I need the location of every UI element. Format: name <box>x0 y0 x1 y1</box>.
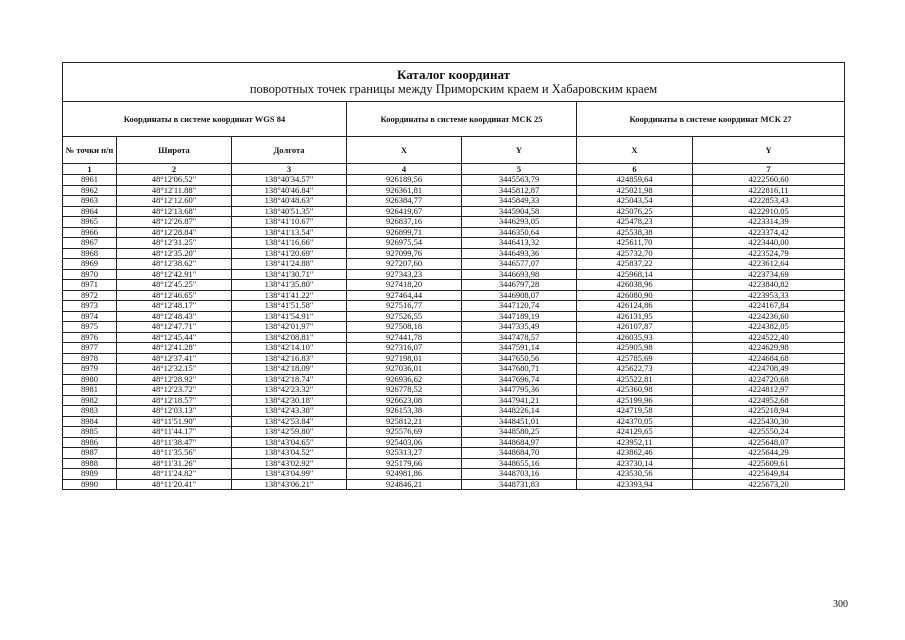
cell-msk25-y: 3447335,49 <box>462 322 577 333</box>
cell-msk25-x: 927418,20 <box>347 280 462 291</box>
cell-latitude: 48°11'20.41" <box>117 479 232 490</box>
cell-msk27-y: 4225644,29 <box>693 448 845 459</box>
table-row <box>63 227 845 238</box>
cell-msk27-x: 425905,98 <box>577 343 693 354</box>
cell-latitude: 48°11'35.56" <box>117 448 232 459</box>
cell-latitude: 48°12'41.28" <box>117 343 232 354</box>
group-header-msk25: Координаты в системе координат МСК 25 <box>347 102 577 137</box>
cell-msk27-x: 425538,38 <box>577 227 693 238</box>
cell-msk27-y: 4223840,82 <box>693 280 845 291</box>
cell-latitude: 48°12'12.60" <box>117 196 232 207</box>
cell-point-no: 8968 <box>63 248 117 259</box>
cell-latitude: 48°12'38.62" <box>117 259 232 270</box>
cell-longitude: 138°41'41.22" <box>232 290 347 301</box>
coordinates-catalog-table <box>62 62 845 490</box>
cell-msk25-y: 3447795,36 <box>462 385 577 396</box>
cell-msk27-x: 424719,58 <box>577 406 693 417</box>
table-row <box>63 343 845 354</box>
cell-msk25-y: 3447591,14 <box>462 343 577 354</box>
cell-point-no: 8970 <box>63 269 117 280</box>
cell-longitude: 138°41'51.58" <box>232 301 347 312</box>
cell-msk27-x: 426080,90 <box>577 290 693 301</box>
table-row <box>63 175 845 186</box>
cell-point-no: 8966 <box>63 227 117 238</box>
cell-msk25-y: 3448731,83 <box>462 479 577 490</box>
table-row <box>63 416 845 427</box>
cell-longitude: 138°42'18.74" <box>232 374 347 385</box>
cell-msk27-y: 4224684,68 <box>693 353 845 364</box>
document-subtitle: поворотных точек границы между Приморским краем и Хабаровским краем <box>249 82 658 96</box>
cell-msk25-y: 3448703,16 <box>462 469 577 480</box>
table-row <box>63 437 845 448</box>
cell-msk27-x: 425968,14 <box>577 269 693 280</box>
cell-longitude: 138°42'01.97" <box>232 322 347 333</box>
cell-msk27-y: 4225648,07 <box>693 437 845 448</box>
cell-point-no: 8984 <box>63 416 117 427</box>
cell-point-no: 8990 <box>63 479 117 490</box>
table-row <box>63 332 845 343</box>
cell-msk27-y: 4223314,39 <box>693 217 845 228</box>
table-row <box>63 395 845 406</box>
cell-point-no: 8961 <box>63 175 117 186</box>
cell-latitude: 48°12'45.44" <box>117 332 232 343</box>
cell-longitude: 138°42'53.84" <box>232 416 347 427</box>
cell-msk27-y: 4224812,97 <box>693 385 845 396</box>
cell-latitude: 48°12'45.25" <box>117 280 232 291</box>
cell-msk25-y: 3446797,28 <box>462 280 577 291</box>
cell-point-no: 8985 <box>63 427 117 438</box>
cell-msk27-x: 425199,96 <box>577 395 693 406</box>
cell-msk27-x: 423530,56 <box>577 469 693 480</box>
cell-msk25-x: 924981,86 <box>347 469 462 480</box>
cell-msk27-x: 426107,87 <box>577 322 693 333</box>
table-row <box>63 427 845 438</box>
cell-msk25-y: 3447941,21 <box>462 395 577 406</box>
table-row <box>63 206 845 217</box>
cell-point-no: 8982 <box>63 395 117 406</box>
cell-latitude: 48°12'06.52" <box>117 175 232 186</box>
cell-msk27-y: 4222816,11 <box>693 185 845 196</box>
cell-longitude: 138°41'30.71" <box>232 269 347 280</box>
cell-msk25-y: 3445563,79 <box>462 175 577 186</box>
cell-latitude: 48°11'31.26" <box>117 458 232 469</box>
cell-msk27-y: 4225218,94 <box>693 406 845 417</box>
cell-msk25-y: 3447680,71 <box>462 364 577 375</box>
table-row <box>63 259 845 270</box>
cell-latitude: 48°11'38.47" <box>117 437 232 448</box>
cell-latitude: 48°12'48.17" <box>117 301 232 312</box>
cell-point-no: 8980 <box>63 374 117 385</box>
cell-msk27-x: 425611,70 <box>577 238 693 249</box>
document-title: Каталог координат <box>397 67 511 82</box>
cell-msk25-y: 3447650,56 <box>462 353 577 364</box>
cell-msk25-y: 3445904,58 <box>462 206 577 217</box>
cell-longitude: 138°40'51.35" <box>232 206 347 217</box>
column-header-msk27-x: X <box>577 137 693 164</box>
cell-msk25-y: 3448226,14 <box>462 406 577 417</box>
cell-latitude: 48°12'28.84" <box>117 227 232 238</box>
table-row <box>63 479 845 490</box>
cell-msk25-x: 926623,08 <box>347 395 462 406</box>
cell-msk25-y: 3446577,07 <box>462 259 577 270</box>
column-number: 7 <box>693 164 845 175</box>
cell-msk25-y: 3447478,57 <box>462 332 577 343</box>
cell-longitude: 138°43'02.92" <box>232 458 347 469</box>
table-row <box>63 364 845 375</box>
cell-msk27-x: 425043,54 <box>577 196 693 207</box>
cell-latitude: 48°12'48.43" <box>117 311 232 322</box>
cell-msk25-x: 926419,67 <box>347 206 462 217</box>
cell-msk27-y: 4225430,30 <box>693 416 845 427</box>
cell-msk25-y: 3446493,36 <box>462 248 577 259</box>
cell-msk27-x: 423952,11 <box>577 437 693 448</box>
cell-point-no: 8983 <box>63 406 117 417</box>
cell-msk27-x: 426124,86 <box>577 301 693 312</box>
cell-latitude: 48°12'23.72" <box>117 385 232 396</box>
table-row <box>63 280 845 291</box>
cell-longitude: 138°42'43.38" <box>232 406 347 417</box>
column-header-msk25-x: X <box>347 137 462 164</box>
cell-msk27-x: 426035,93 <box>577 332 693 343</box>
cell-msk27-y: 4224382,05 <box>693 322 845 333</box>
cell-longitude: 138°41'13.54" <box>232 227 347 238</box>
cell-msk27-y: 4222910,05 <box>693 206 845 217</box>
cell-msk25-x: 925812,21 <box>347 416 462 427</box>
cell-msk27-y: 4224629,98 <box>693 343 845 354</box>
cell-msk25-y: 3446293,05 <box>462 217 577 228</box>
cell-msk27-x: 424859,64 <box>577 175 693 186</box>
cell-latitude: 48°12'47.71" <box>117 322 232 333</box>
cell-point-no: 8986 <box>63 437 117 448</box>
cell-point-no: 8973 <box>63 301 117 312</box>
table-row <box>63 248 845 259</box>
cell-longitude: 138°41'10.67" <box>232 217 347 228</box>
cell-point-no: 8962 <box>63 185 117 196</box>
cell-msk27-y: 4224236,60 <box>693 311 845 322</box>
cell-latitude: 48°12'18.57" <box>117 395 232 406</box>
cell-point-no: 8976 <box>63 332 117 343</box>
cell-msk25-x: 927343,23 <box>347 269 462 280</box>
cell-latitude: 48°11'51.90" <box>117 416 232 427</box>
cell-msk27-y: 4224952,68 <box>693 395 845 406</box>
table-row <box>63 322 845 333</box>
cell-msk27-x: 425478,23 <box>577 217 693 228</box>
cell-msk25-x: 925179,66 <box>347 458 462 469</box>
cell-longitude: 138°41'20.69" <box>232 248 347 259</box>
cell-msk27-y: 4225609,61 <box>693 458 845 469</box>
cell-msk25-x: 925313,27 <box>347 448 462 459</box>
table-row <box>63 301 845 312</box>
cell-msk27-y: 4224708,49 <box>693 364 845 375</box>
cell-msk25-x: 927441,78 <box>347 332 462 343</box>
column-number: 4 <box>347 164 462 175</box>
column-header-latitude: Широта <box>117 137 232 164</box>
cell-longitude: 138°43'06.21" <box>232 479 347 490</box>
cell-point-no: 8978 <box>63 353 117 364</box>
cell-msk25-y: 3447696,74 <box>462 374 577 385</box>
cell-msk25-x: 927099,76 <box>347 248 462 259</box>
cell-point-no: 8975 <box>63 322 117 333</box>
cell-msk25-x: 927316,07 <box>347 343 462 354</box>
cell-longitude: 138°42'18.09" <box>232 364 347 375</box>
cell-msk27-y: 4224167,84 <box>693 301 845 312</box>
cell-point-no: 8981 <box>63 385 117 396</box>
column-number: 1 <box>63 164 117 175</box>
cell-longitude: 138°43'04.52" <box>232 448 347 459</box>
cell-longitude: 138°40'46.84" <box>232 185 347 196</box>
cell-msk27-y: 4225550,24 <box>693 427 845 438</box>
cell-point-no: 8972 <box>63 290 117 301</box>
cell-latitude: 48°12'46.65" <box>117 290 232 301</box>
table-row <box>63 374 845 385</box>
cell-msk25-y: 3448684,97 <box>462 437 577 448</box>
cell-longitude: 138°41'35.80" <box>232 280 347 291</box>
column-header-longitude: Долгота <box>232 137 347 164</box>
table-row <box>63 217 845 228</box>
cell-msk27-y: 4225673,20 <box>693 479 845 490</box>
cell-msk25-y: 3446908,07 <box>462 290 577 301</box>
cell-latitude: 48°12'28.92" <box>117 374 232 385</box>
cell-point-no: 8964 <box>63 206 117 217</box>
cell-point-no: 8967 <box>63 238 117 249</box>
column-number: 3 <box>232 164 347 175</box>
column-number: 2 <box>117 164 232 175</box>
cell-msk25-x: 926361,81 <box>347 185 462 196</box>
cell-msk25-x: 926189,56 <box>347 175 462 186</box>
cell-msk27-x: 425076,25 <box>577 206 693 217</box>
cell-longitude: 138°43'04.99" <box>232 469 347 480</box>
cell-msk27-y: 4223734,69 <box>693 269 845 280</box>
cell-msk25-y: 3448655,16 <box>462 458 577 469</box>
cell-latitude: 48°12'31.25" <box>117 238 232 249</box>
cell-msk27-x: 423862,46 <box>577 448 693 459</box>
cell-longitude: 138°43'04.65" <box>232 437 347 448</box>
column-number: 5 <box>462 164 577 175</box>
cell-msk27-y: 4223953,33 <box>693 290 845 301</box>
cell-msk27-x: 423393,94 <box>577 479 693 490</box>
cell-msk27-x: 426131,95 <box>577 311 693 322</box>
table-row <box>63 290 845 301</box>
cell-longitude: 138°41'16.66" <box>232 238 347 249</box>
page-number: 300 <box>833 599 848 610</box>
cell-msk25-y: 3445812,87 <box>462 185 577 196</box>
cell-longitude: 138°42'23.32" <box>232 385 347 396</box>
table-row <box>63 353 845 364</box>
table-row <box>63 448 845 459</box>
cell-point-no: 8969 <box>63 259 117 270</box>
cell-msk25-y: 3447189,19 <box>462 311 577 322</box>
cell-msk27-x: 425785,69 <box>577 353 693 364</box>
cell-latitude: 48°11'24.82" <box>117 469 232 480</box>
cell-point-no: 8963 <box>63 196 117 207</box>
cell-msk27-y: 4224522,40 <box>693 332 845 343</box>
table-row <box>63 196 845 207</box>
table-row <box>63 311 845 322</box>
table-row <box>63 458 845 469</box>
cell-msk25-y: 3446693,98 <box>462 269 577 280</box>
cell-msk25-x: 926936,62 <box>347 374 462 385</box>
cell-msk27-y: 4222853,43 <box>693 196 845 207</box>
cell-msk25-x: 926778,52 <box>347 385 462 396</box>
group-header-wgs84: Координаты в системе координат WGS 84 <box>63 102 347 137</box>
group-header-msk27: Координаты в системе координат МСК 27 <box>577 102 845 137</box>
cell-msk25-y: 3448451,01 <box>462 416 577 427</box>
cell-msk25-x: 927516,77 <box>347 301 462 312</box>
cell-msk25-x: 927207,60 <box>347 259 462 270</box>
cell-longitude: 138°42'16.83" <box>232 353 347 364</box>
cell-msk25-y: 3448684,70 <box>462 448 577 459</box>
cell-msk25-y: 3446350,64 <box>462 227 577 238</box>
cell-msk25-x: 926975,54 <box>347 238 462 249</box>
cell-msk25-y: 3448580,25 <box>462 427 577 438</box>
cell-msk25-x: 926384,77 <box>347 196 462 207</box>
table-title-cell <box>63 63 845 102</box>
cell-msk27-y: 4224720,68 <box>693 374 845 385</box>
cell-point-no: 8987 <box>63 448 117 459</box>
cell-longitude: 138°40'34.57" <box>232 175 347 186</box>
cell-msk27-x: 423730,14 <box>577 458 693 469</box>
table-row <box>63 469 845 480</box>
cell-latitude: 48°12'11.88" <box>117 185 232 196</box>
column-header-msk27-y: Y <box>693 137 845 164</box>
cell-msk25-x: 927036,01 <box>347 364 462 375</box>
cell-msk25-x: 924846,21 <box>347 479 462 490</box>
cell-msk27-x: 425522,81 <box>577 374 693 385</box>
cell-point-no: 8965 <box>63 217 117 228</box>
cell-msk25-x: 927508,18 <box>347 322 462 333</box>
cell-latitude: 48°12'26.87" <box>117 217 232 228</box>
table-row <box>63 269 845 280</box>
cell-msk25-x: 925403,06 <box>347 437 462 448</box>
cell-msk27-x: 424370,05 <box>577 416 693 427</box>
cell-longitude: 138°42'14.10" <box>232 343 347 354</box>
cell-msk27-y: 4223524,79 <box>693 248 845 259</box>
cell-msk27-y: 4223440,00 <box>693 238 845 249</box>
cell-longitude: 138°42'30.18" <box>232 395 347 406</box>
cell-msk27-x: 425021,98 <box>577 185 693 196</box>
cell-msk25-x: 925576,69 <box>347 427 462 438</box>
cell-latitude: 48°12'35.20" <box>117 248 232 259</box>
cell-latitude: 48°11'44.17" <box>117 427 232 438</box>
cell-msk25-x: 927526,55 <box>347 311 462 322</box>
cell-msk27-x: 425837,22 <box>577 259 693 270</box>
cell-longitude: 138°42'08.81" <box>232 332 347 343</box>
table-row <box>63 238 845 249</box>
column-numbers-row <box>63 164 845 175</box>
cell-longitude: 138°42'59.80" <box>232 427 347 438</box>
cell-msk27-x: 425622,73 <box>577 364 693 375</box>
cell-msk25-y: 3446413,32 <box>462 238 577 249</box>
cell-msk27-x: 425360,98 <box>577 385 693 396</box>
cell-msk27-x: 426038,96 <box>577 280 693 291</box>
cell-point-no: 8979 <box>63 364 117 375</box>
cell-msk25-y: 3447120,74 <box>462 301 577 312</box>
cell-point-no: 8988 <box>63 458 117 469</box>
cell-msk25-x: 926153,38 <box>347 406 462 417</box>
cell-longitude: 138°41'54.91" <box>232 311 347 322</box>
cell-msk27-x: 425732,70 <box>577 248 693 259</box>
cell-msk27-y: 4225649,84 <box>693 469 845 480</box>
cell-longitude: 138°41'24.88" <box>232 259 347 270</box>
cell-msk27-y: 4223612,64 <box>693 259 845 270</box>
table-row <box>63 385 845 396</box>
cell-msk27-y: 4223374,42 <box>693 227 845 238</box>
column-number: 6 <box>577 164 693 175</box>
table-row <box>63 406 845 417</box>
cell-point-no: 8974 <box>63 311 117 322</box>
cell-msk27-y: 4222560,60 <box>693 175 845 186</box>
cell-longitude: 138°40'48.63" <box>232 196 347 207</box>
cell-msk25-x: 926837,16 <box>347 217 462 228</box>
cell-latitude: 48°12'13.68" <box>117 206 232 217</box>
cell-msk25-x: 927464,44 <box>347 290 462 301</box>
table-row <box>63 185 845 196</box>
cell-point-no: 8977 <box>63 343 117 354</box>
cell-point-no: 8989 <box>63 469 117 480</box>
cell-latitude: 48°12'37.41" <box>117 353 232 364</box>
cell-msk25-x: 926899,71 <box>347 227 462 238</box>
cell-msk25-y: 3445849,33 <box>462 196 577 207</box>
cell-latitude: 48°12'32.15" <box>117 364 232 375</box>
cell-latitude: 48°12'42.91" <box>117 269 232 280</box>
cell-msk25-x: 927198,01 <box>347 353 462 364</box>
cell-msk27-x: 424129,65 <box>577 427 693 438</box>
cell-point-no: 8971 <box>63 280 117 291</box>
column-header-point-no: № точки п/п <box>63 137 117 164</box>
table-body <box>63 175 845 490</box>
cell-latitude: 48°12'03.13" <box>117 406 232 417</box>
column-header-msk25-y: Y <box>462 137 577 164</box>
